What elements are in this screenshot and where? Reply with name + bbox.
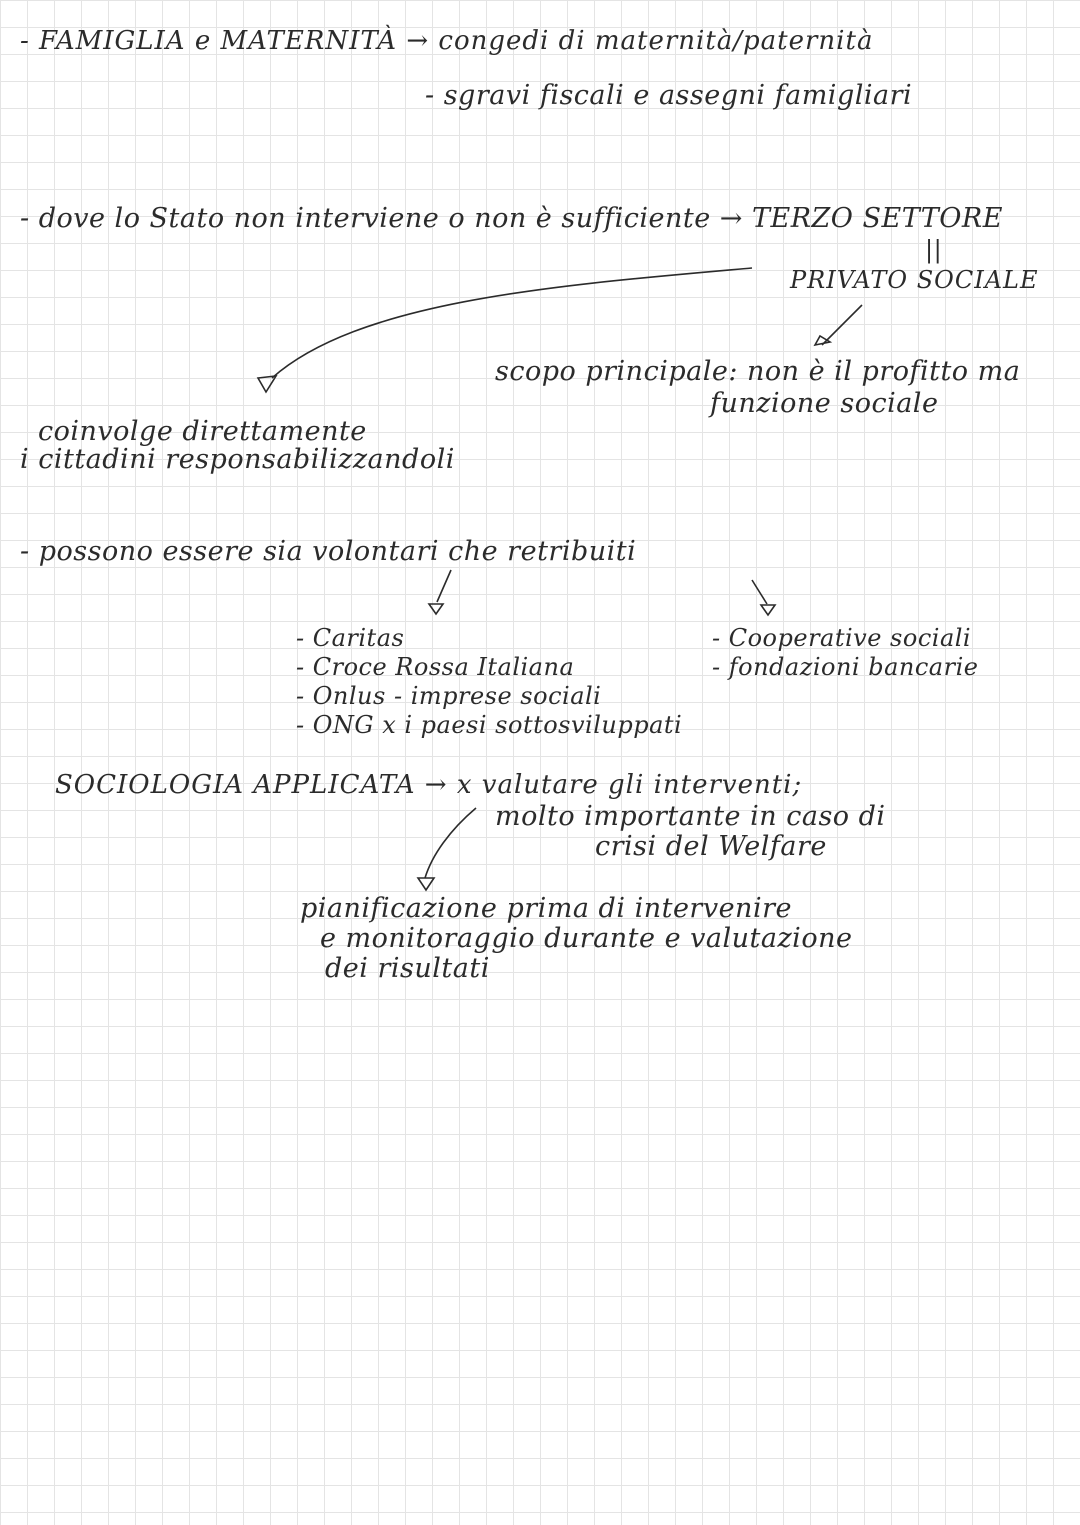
pianificazione-line-2: e monitoraggio durante e valutazione <box>320 923 853 954</box>
equals-mark: || <box>925 236 943 264</box>
retribuiti-arrow <box>752 580 767 604</box>
volontari-arrow <box>437 570 451 602</box>
volontari-item: - Caritas <box>296 624 405 652</box>
volontari-retribuiti-line: - possono essere sia volontari che retribuiti <box>20 536 637 567</box>
terzo-settore-line: - dove lo Stato non interviene o non è sufficiente → TERZO SETTORE <box>20 203 1003 234</box>
privato-sociale: PRIVATO SOCIALE <box>790 266 1039 294</box>
privato-arrow <box>822 305 862 345</box>
scopo-line-1: scopo principale: non è il profitto ma <box>495 356 1021 387</box>
coinvolge-line-1: coinvolge direttamente <box>38 416 367 447</box>
pianificazione-line-1: pianificazione prima di intervenire <box>300 893 792 924</box>
sociologia-arrow-head <box>418 878 434 890</box>
sociologia-line-2: molto importante in caso di <box>495 801 886 832</box>
coinvolge-line-2: i cittadini responsabilizzandoli <box>20 444 455 475</box>
retribuiti-arrow-head <box>761 605 775 615</box>
sgravi-line: - sgravi fiscali e assegni famigliari <box>425 80 913 111</box>
scopo-line-2: funzione sociale <box>710 388 939 419</box>
volontari-arrow-head <box>429 604 443 614</box>
privato-arrow-head <box>815 336 830 345</box>
volontari-item: - ONG x i paesi sottosviluppati <box>296 711 683 739</box>
sociologia-line-1: SOCIOLOGIA APPLICATA → x valutare gli interventi; <box>55 770 803 800</box>
famiglia-line: - FAMIGLIA e MATERNITÀ → congedi di maternità/paternità <box>20 26 874 56</box>
volontari-item: - Onlus - imprese sociali <box>296 682 602 710</box>
sociologia-line-3: crisi del Welfare <box>595 831 827 862</box>
pianificazione-line-3: dei risultati <box>325 953 490 984</box>
retribuiti-item: - Cooperative sociali <box>712 624 972 652</box>
retribuiti-item: - fondazioni bancarie <box>712 653 979 681</box>
volontari-item: - Croce Rossa Italiana <box>296 653 575 681</box>
curved-arrow-head <box>258 376 276 392</box>
sociologia-arrow <box>425 808 476 878</box>
